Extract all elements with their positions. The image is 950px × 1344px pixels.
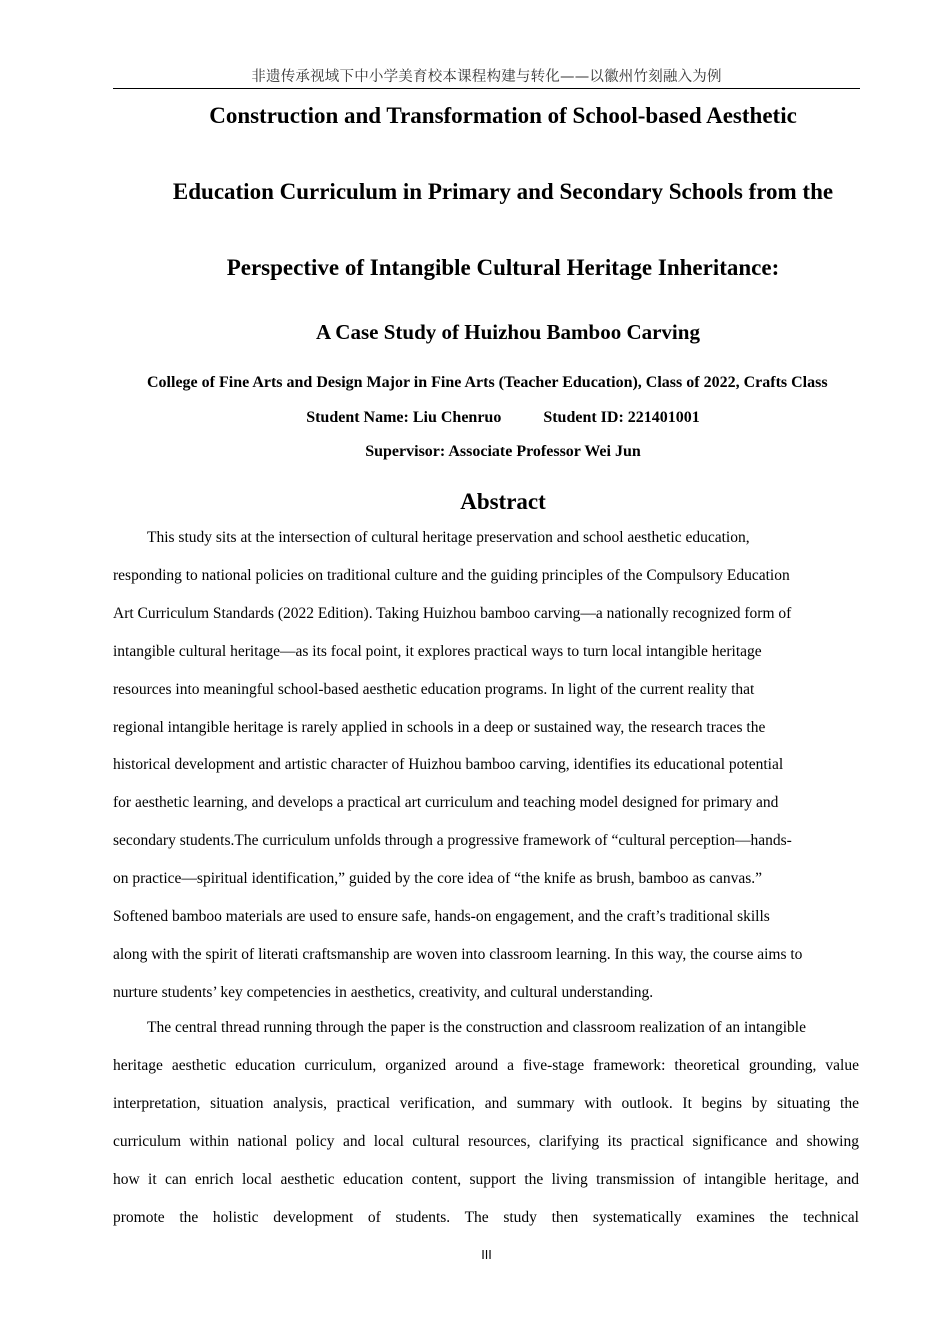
paragraph-line: secondary students.The curriculum unfolds through a progressive framework of “cultural perception—hands- — [113, 832, 792, 850]
student-name: Student Name: Liu Chenruo — [306, 409, 502, 426]
paragraph-line: historical development and artistic character of Huizhou bamboo carving, identifies its educational potential — [113, 756, 784, 774]
paragraph-line: for aesthetic learning, and develops a practical art curriculum and teaching model designed for primary and — [113, 794, 779, 812]
page-number: III — [481, 1248, 492, 1262]
student-info — [113, 407, 893, 429]
paragraph-line: interpretation, situation analysis, practical verification, and summary with outlook. It begins by situating the — [113, 1094, 859, 1112]
abstract-paragraph-2 — [113, 1009, 859, 1236]
abstract-heading: Abstract — [460, 489, 546, 514]
paragraph-line: on practice—spiritual identification,” guided by the core idea of “the knife as brush, bamboo as canvas.” — [113, 870, 763, 888]
paragraph-line: along with the spirit of literati craftsmanship are woven into classroom learning. In this way, the course aims to — [113, 945, 803, 963]
paragraph-line: Softened bamboo materials are used to ensure safe, hands-on engagement, and the craft’s traditional skills — [113, 908, 770, 926]
paragraph-line: The central thread running through the paper is the construction and classroom realization of an intangible — [147, 1019, 806, 1036]
paper-title-line-3: Perspective of Intangible Cultural Heritage Inheritance: — [226, 255, 780, 280]
paper-title-line-1: Construction and Transformation of School-based Aesthetic — [209, 103, 797, 128]
running-header: 非遗传承视域下中小学美育校本课程构建与转化——以徽州竹刻融入为例 — [113, 66, 860, 89]
paper-title-line-2: Education Curriculum in Primary and Secondary Schools from the — [172, 179, 834, 204]
paragraph-line: intangible cultural heritage—as its focal point, it explores practical ways to turn local intangible heritage — [113, 642, 762, 660]
paragraph-line: resources into meaningful school-based aesthetic education programs. In light of the current reality that — [113, 680, 755, 698]
paper-subtitle: A Case Study of Huizhou Bamboo Carving — [316, 320, 700, 344]
paragraph-line: Art Curriculum Standards (2022 Edition). Taking Huizhou bamboo carving—a nationally recognized form of — [113, 604, 792, 622]
paragraph-line: This study sits at the intersection of cultural heritage preservation and school aesthetic education, — [147, 529, 750, 546]
paragraph-line: nurture students’ key competencies in aesthetics, creativity, and cultural understanding. — [113, 983, 654, 1001]
paragraph-line: regional intangible heritage is rarely applied in schools in a deep or sustained way, the research traces the — [113, 718, 766, 736]
student-id: Student ID: 221401001 — [543, 409, 700, 426]
college-info: College of Fine Arts and Design Major in Fine Arts (Teacher Education), Class of 2022, Crafts Class — [147, 374, 828, 391]
paragraph-line: responding to national policies on traditional culture and the guiding principles of the Compulsory Education — [113, 566, 790, 584]
paragraph-line: heritage aesthetic education curriculum, organized around a five-stage framework: theoretical grounding, value — [113, 1056, 859, 1074]
paragraph-line: how it can enrich local aesthetic education content, support the living transmission of intangible heritage, and — [113, 1170, 859, 1188]
abstract-paragraph-1 — [113, 519, 859, 1012]
paragraph-line: promote the holistic development of students. The study then systematically examines the technical — [113, 1208, 859, 1226]
paragraph-line: curriculum within national policy and local cultural resources, clarifying its practical significance and showing — [113, 1132, 859, 1150]
supervisor-info: Supervisor: Associate Professor Wei Jun — [365, 443, 641, 460]
